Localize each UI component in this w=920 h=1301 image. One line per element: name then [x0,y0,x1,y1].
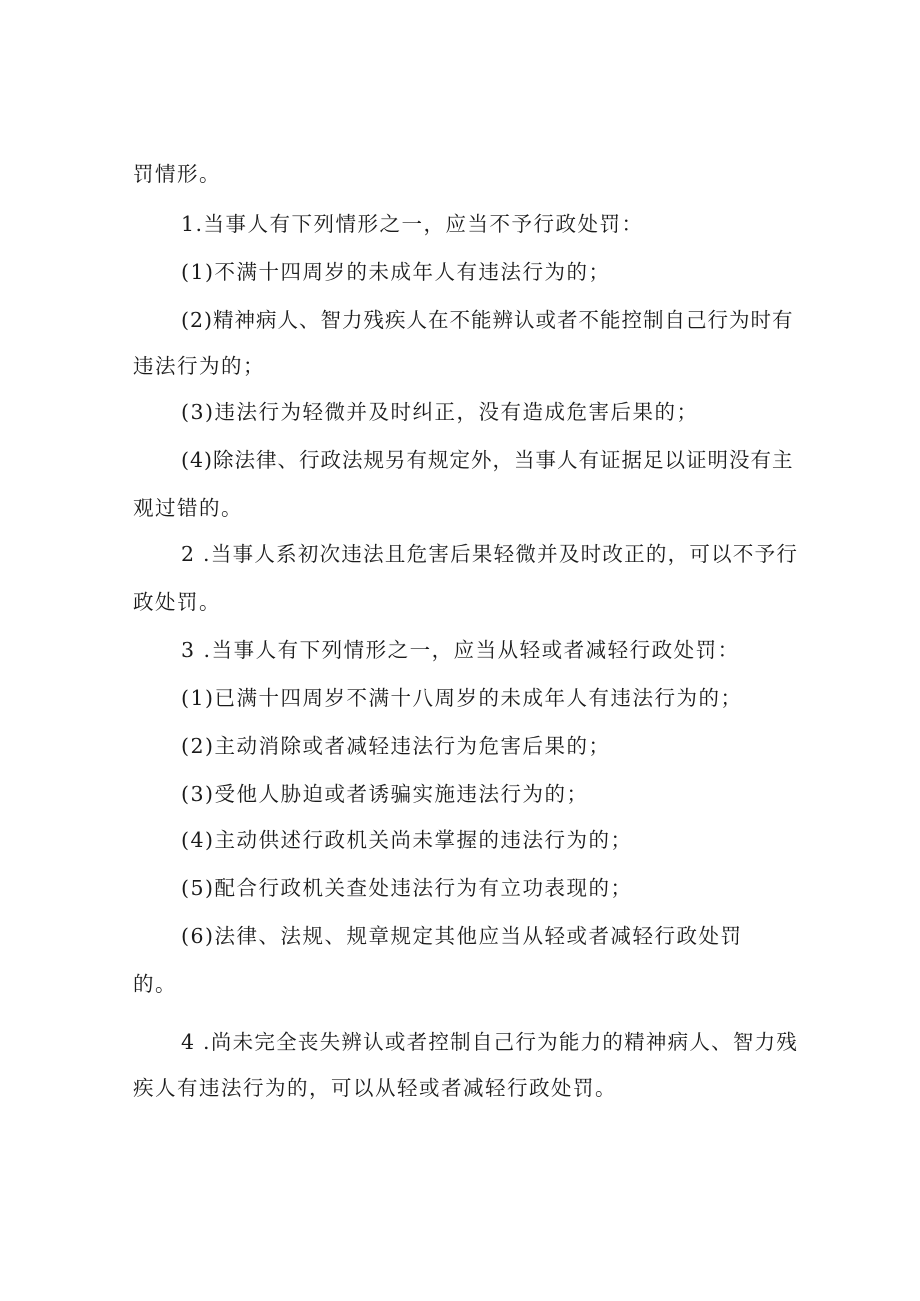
text-line: 2 .当事人系初次违法且危害后果轻微并及时改正的，可以不予行 [181,542,799,566]
text-line: (5)配合行政机关查处违法行为有立功表现的； [181,876,633,900]
text-line: (1)已满十四周岁不满十八周岁的未成年人有违法行为的； [181,686,743,710]
text-line: 罚情形。 [133,162,221,186]
text-line: (1)不满十四周岁的未成年人有违法行为的； [181,260,611,284]
text-line: 的。 [133,972,177,996]
text-line: (4)除法律、行政法规另有规定外，当事人有证据足以证明没有主 [181,448,794,472]
text-line: 疾人有违法行为的，可以从轻或者减轻行政处罚。 [133,1076,617,1100]
text-line: (6)法律、法规、规章规定其他应当从轻或者减轻行政处罚 [181,924,743,948]
text-line: 违法行为的； [133,354,265,378]
text-line: (2)精神病人、智力残疾人在不能辨认或者不能控制自己行为时有 [181,308,794,332]
text-line: (2)主动消除或者减轻违法行为危害后果的； [181,734,611,758]
text-line: (4)主动供述行政机关尚未掌握的违法行为的； [181,828,633,852]
text-line: 政处罚。 [133,590,221,614]
text-line: (3)受他人胁迫或者诱骗实施违法行为的； [181,782,589,806]
text-line: 观过错的。 [133,496,243,520]
text-line: (3)违法行为轻微并及时纠正，没有造成危害后果的； [181,400,699,424]
text-line: 3 .当事人有下列情形之一，应当从轻或者减轻行政处罚： [181,638,740,662]
text-line: 1.当事人有下列情形之一，应当不予行政处罚： [181,212,644,236]
text-line: 4 .尚未完全丧失辨认或者控制自己行为能力的精神病人、智力残 [181,1030,799,1054]
